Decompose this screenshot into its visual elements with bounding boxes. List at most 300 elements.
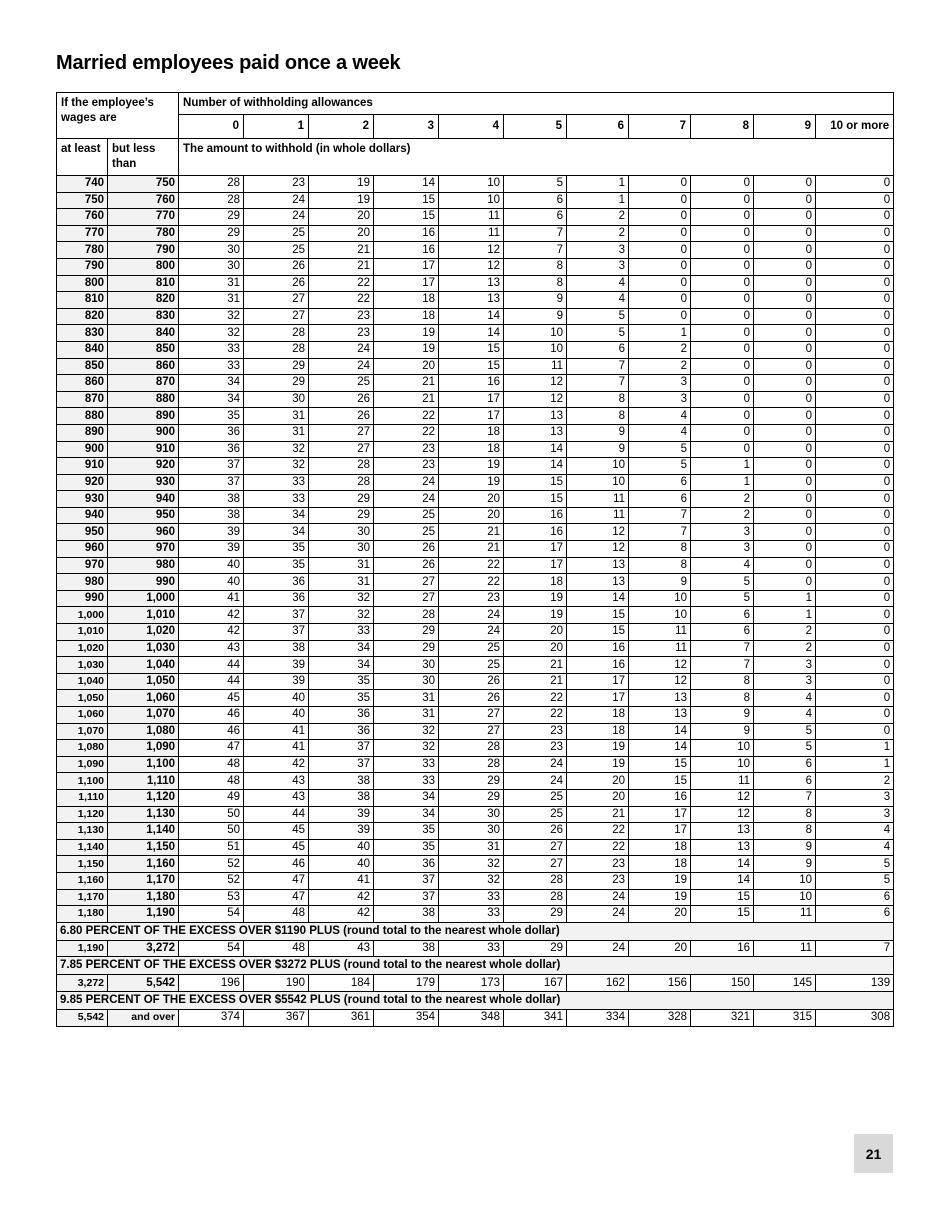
- withholding-amount: 0: [816, 258, 894, 275]
- withholding-amount: 12: [439, 258, 504, 275]
- withholding-amount: 8: [691, 673, 754, 690]
- withholding-amount: 0: [691, 391, 754, 408]
- withholding-amount: 24: [567, 906, 629, 923]
- withholding-amount: 36: [179, 441, 244, 458]
- withholding-amount: 30: [179, 258, 244, 275]
- withholding-amount: 13: [629, 690, 691, 707]
- table-row: [57, 325, 894, 342]
- wage-at-least: 1,140: [57, 839, 108, 856]
- withholding-amount: 31: [244, 424, 309, 441]
- withholding-amount: 0: [754, 176, 816, 193]
- wage-at-least: 1,100: [57, 773, 108, 790]
- withholding-amount: 0: [816, 358, 894, 375]
- withholding-amount: 145: [754, 975, 816, 992]
- withholding-amount: 28: [179, 176, 244, 193]
- wage-but-less-than: 1,180: [108, 889, 179, 906]
- table-row: [57, 292, 894, 309]
- table-row: [57, 624, 894, 641]
- wage-at-least: 1,150: [57, 856, 108, 873]
- wage-at-least: 830: [57, 325, 108, 342]
- wage-at-least: 920: [57, 474, 108, 491]
- wage-but-less-than: 850: [108, 341, 179, 358]
- withholding-amount: 38: [309, 789, 374, 806]
- withholding-amount: 14: [439, 308, 504, 325]
- withholding-amount: 1: [754, 590, 816, 607]
- table-row: [57, 574, 894, 591]
- withholding-amount: 15: [691, 889, 754, 906]
- withholding-amount: 6: [816, 906, 894, 923]
- wage-at-least: 1,180: [57, 906, 108, 923]
- withholding-amount: 0: [816, 673, 894, 690]
- withholding-amount: 0: [691, 275, 754, 292]
- withholding-amount: 7: [691, 657, 754, 674]
- withholding-amount: 21: [309, 242, 374, 259]
- withholding-amount: 4: [629, 424, 691, 441]
- withholding-amount: 34: [179, 391, 244, 408]
- but-less-than-header: but less than: [108, 139, 179, 176]
- wage-but-less-than: 920: [108, 458, 179, 475]
- withholding-amount: 29: [504, 940, 567, 957]
- wage-at-least: 1,090: [57, 756, 108, 773]
- withholding-amount: 32: [179, 325, 244, 342]
- withholding-amount: 31: [179, 292, 244, 309]
- withholding-amount: 20: [567, 773, 629, 790]
- withholding-amount: 5: [504, 176, 567, 193]
- withholding-amount: 14: [567, 590, 629, 607]
- allowance-column-header: 6: [567, 115, 629, 139]
- wage-but-less-than: 1,140: [108, 823, 179, 840]
- withholding-amount: 9: [567, 424, 629, 441]
- withholding-amount: 1: [629, 325, 691, 342]
- withholding-amount: 21: [504, 673, 567, 690]
- withholding-amount: 5: [816, 872, 894, 889]
- withholding-amount: 0: [629, 242, 691, 259]
- withholding-amount: 0: [816, 292, 894, 309]
- withholding-amount: 196: [179, 975, 244, 992]
- withholding-amount: 7: [567, 375, 629, 392]
- wage-at-least: 780: [57, 242, 108, 259]
- withholding-amount: 10: [567, 458, 629, 475]
- wage-at-least: 5,542: [57, 1009, 108, 1026]
- rate-note: 9.85 PERCENT OF THE EXCESS OVER $5542 PLUS (round total to the nearest whole dollar): [57, 991, 894, 1009]
- withholding-amount: 20: [504, 640, 567, 657]
- withholding-amount: 28: [439, 756, 504, 773]
- withholding-amount: 12: [504, 375, 567, 392]
- withholding-amount: 35: [374, 839, 439, 856]
- withholding-amount: 0: [816, 491, 894, 508]
- wage-but-less-than: 910: [108, 441, 179, 458]
- withholding-amount: 0: [691, 209, 754, 226]
- withholding-amount: 0: [754, 225, 816, 242]
- withholding-amount: 19: [439, 474, 504, 491]
- withholding-amount: 34: [244, 507, 309, 524]
- withholding-amount: 0: [816, 723, 894, 740]
- withholding-amount: 41: [244, 740, 309, 757]
- withholding-amount: 24: [504, 756, 567, 773]
- withholding-amount: 9: [567, 441, 629, 458]
- withholding-amount: 162: [567, 975, 629, 992]
- withholding-amount: 49: [179, 789, 244, 806]
- allowance-column-header: 4: [439, 115, 504, 139]
- wage-but-less-than: 1,070: [108, 707, 179, 724]
- withholding-amount: 9: [754, 856, 816, 873]
- withholding-amount: 0: [754, 474, 816, 491]
- withholding-amount: 35: [179, 408, 244, 425]
- withholding-amount: 2: [754, 624, 816, 641]
- withholding-amount: 38: [374, 906, 439, 923]
- wage-but-less-than: 930: [108, 474, 179, 491]
- withholding-amount: 17: [504, 541, 567, 558]
- withholding-amount: 5: [629, 441, 691, 458]
- table-row: [57, 789, 894, 806]
- withholding-amount: 2: [691, 491, 754, 508]
- table-row: [57, 856, 894, 873]
- wage-but-less-than: 1,010: [108, 607, 179, 624]
- withholding-amount: 0: [816, 690, 894, 707]
- wage-at-least: 1,000: [57, 607, 108, 624]
- table-row: [57, 375, 894, 392]
- wage-but-less-than: 770: [108, 209, 179, 226]
- wage-but-less-than: 960: [108, 524, 179, 541]
- withholding-amount: 36: [244, 574, 309, 591]
- withholding-amount: 16: [504, 524, 567, 541]
- wage-at-least: 1,110: [57, 789, 108, 806]
- withholding-amount: 27: [244, 292, 309, 309]
- withholding-amount: 46: [179, 707, 244, 724]
- withholding-amount: 23: [504, 740, 567, 757]
- withholding-amount: 4: [691, 557, 754, 574]
- withholding-amount: 9: [691, 707, 754, 724]
- withholding-amount: 25: [374, 524, 439, 541]
- withholding-amount: 7: [629, 507, 691, 524]
- withholding-amount: 0: [816, 507, 894, 524]
- withholding-amount: 0: [754, 258, 816, 275]
- withholding-amount: 12: [691, 789, 754, 806]
- table-row: [57, 358, 894, 375]
- withholding-amount: 0: [754, 358, 816, 375]
- withholding-amount: 8: [567, 408, 629, 425]
- table-row: [57, 408, 894, 425]
- table-row: [57, 524, 894, 541]
- withholding-amount: 8: [567, 391, 629, 408]
- withholding-amount: 9: [629, 574, 691, 591]
- wage-at-least: 930: [57, 491, 108, 508]
- wage-but-less-than: 980: [108, 557, 179, 574]
- withholding-amount: 12: [691, 806, 754, 823]
- withholding-amount: 0: [816, 557, 894, 574]
- table-row: [57, 906, 894, 923]
- table-row: [57, 975, 894, 992]
- withholding-amount: 0: [754, 275, 816, 292]
- withholding-amount: 8: [754, 823, 816, 840]
- table-row: [57, 192, 894, 209]
- withholding-amount: 11: [567, 507, 629, 524]
- withholding-amount: 15: [567, 624, 629, 641]
- withholding-amount: 3: [816, 789, 894, 806]
- withholding-amount: 14: [629, 740, 691, 757]
- withholding-amount: 33: [374, 756, 439, 773]
- withholding-amount: 3: [567, 242, 629, 259]
- withholding-amount: 53: [179, 889, 244, 906]
- withholding-amount: 7: [504, 225, 567, 242]
- withholding-amount: 173: [439, 975, 504, 992]
- withholding-amount: 0: [691, 358, 754, 375]
- withholding-amount: 26: [374, 557, 439, 574]
- wage-but-less-than: 990: [108, 574, 179, 591]
- withholding-amount: 23: [504, 723, 567, 740]
- withholding-amount: 0: [754, 557, 816, 574]
- withholding-amount: 35: [244, 541, 309, 558]
- withholding-amount: 27: [439, 707, 504, 724]
- withholding-amount: 0: [629, 176, 691, 193]
- wage-but-less-than: 1,110: [108, 773, 179, 790]
- withholding-amount: 50: [179, 806, 244, 823]
- withholding-amount: 5: [567, 308, 629, 325]
- withholding-amount: 40: [179, 557, 244, 574]
- withholding-amount: 2: [816, 773, 894, 790]
- withholding-amount: 1: [567, 192, 629, 209]
- withholding-amount: 36: [244, 590, 309, 607]
- withholding-amount: 20: [309, 209, 374, 226]
- table-row: [57, 225, 894, 242]
- withholding-amount: 5: [567, 325, 629, 342]
- withholding-amount: 7: [567, 358, 629, 375]
- allowance-column-header: 10 or more: [816, 115, 894, 139]
- withholding-amount: 40: [179, 574, 244, 591]
- withholding-amount: 22: [374, 424, 439, 441]
- withholding-amount: 25: [374, 507, 439, 524]
- wage-at-least: 950: [57, 524, 108, 541]
- withholding-amount: 367: [244, 1009, 309, 1026]
- withholding-amount: 3: [567, 258, 629, 275]
- withholding-amount: 24: [244, 209, 309, 226]
- withholding-amount: 28: [179, 192, 244, 209]
- withholding-amount: 0: [754, 242, 816, 259]
- withholding-amount: 184: [309, 975, 374, 992]
- withholding-amount: 23: [309, 325, 374, 342]
- rate-note-row: [57, 991, 894, 1009]
- wage-but-less-than: and over: [108, 1009, 179, 1026]
- withholding-amount: 0: [816, 209, 894, 226]
- withholding-amount: 42: [179, 607, 244, 624]
- withholding-amount: 25: [504, 789, 567, 806]
- table-row: [57, 640, 894, 657]
- allowance-column-header: 3: [374, 115, 439, 139]
- withholding-amount: 25: [309, 375, 374, 392]
- withholding-amount: 29: [244, 375, 309, 392]
- withholding-amount: 0: [629, 308, 691, 325]
- withholding-amount: 321: [691, 1009, 754, 1026]
- withholding-amount: 32: [439, 856, 504, 873]
- wage-but-less-than: 1,050: [108, 673, 179, 690]
- withholding-amount: 6: [629, 474, 691, 491]
- withholding-amount: 22: [567, 839, 629, 856]
- withholding-amount: 0: [816, 458, 894, 475]
- withholding-amount: 6: [567, 341, 629, 358]
- withholding-amount: 14: [504, 458, 567, 475]
- table-row: [57, 176, 894, 193]
- withholding-amount: 9: [504, 292, 567, 309]
- withholding-amount: 25: [439, 640, 504, 657]
- withholding-amount: 25: [244, 225, 309, 242]
- withholding-amount: 5: [754, 740, 816, 757]
- withholding-amount: 19: [629, 889, 691, 906]
- wage-at-least: 840: [57, 341, 108, 358]
- withholding-amount: 28: [244, 341, 309, 358]
- withholding-amount: 0: [691, 292, 754, 309]
- withholding-amount: 3: [754, 657, 816, 674]
- withholding-amount: 15: [374, 209, 439, 226]
- table-row: [57, 507, 894, 524]
- table-row: [57, 872, 894, 889]
- withholding-amount: 35: [309, 690, 374, 707]
- withholding-amount: 0: [754, 308, 816, 325]
- withholding-amount: 11: [629, 640, 691, 657]
- wage-but-less-than: 950: [108, 507, 179, 524]
- withholding-amount: 29: [439, 773, 504, 790]
- withholding-amount: 37: [244, 607, 309, 624]
- withholding-amount: 42: [244, 756, 309, 773]
- wage-but-less-than: 1,160: [108, 856, 179, 873]
- withholding-amount: 38: [179, 507, 244, 524]
- withholding-amount: 0: [629, 292, 691, 309]
- withholding-amount: 27: [439, 723, 504, 740]
- withholding-amount: 8: [691, 690, 754, 707]
- withholding-amount: 34: [309, 657, 374, 674]
- table-row: [57, 773, 894, 790]
- withholding-amount: 23: [309, 308, 374, 325]
- wage-but-less-than: 870: [108, 375, 179, 392]
- withholding-amount: 23: [374, 458, 439, 475]
- withholding-amount: 35: [244, 557, 309, 574]
- wage-but-less-than: 1,190: [108, 906, 179, 923]
- withholding-amount: 26: [244, 275, 309, 292]
- withholding-amount: 35: [374, 823, 439, 840]
- allowance-column-header: 1: [244, 115, 309, 139]
- withholding-amount: 37: [309, 740, 374, 757]
- page-title: Married employees paid once a week: [56, 52, 401, 74]
- withholding-amount: 1: [816, 740, 894, 757]
- table-row: [57, 839, 894, 856]
- withholding-amount: 0: [754, 491, 816, 508]
- withholding-amount: 16: [567, 657, 629, 674]
- withholding-amount: 33: [179, 341, 244, 358]
- withholding-amount: 42: [309, 906, 374, 923]
- withholding-amount: 27: [309, 424, 374, 441]
- withholding-amount: 17: [567, 690, 629, 707]
- withholding-amount: 18: [567, 707, 629, 724]
- withholding-amount: 0: [691, 242, 754, 259]
- withholding-amount: 38: [244, 640, 309, 657]
- table-row: [57, 209, 894, 226]
- withholding-amount: 33: [179, 358, 244, 375]
- withholding-amount: 19: [567, 740, 629, 757]
- withholding-amount: 48: [244, 906, 309, 923]
- wage-but-less-than: 940: [108, 491, 179, 508]
- withholding-amount: 4: [629, 408, 691, 425]
- withholding-amount: 5: [629, 458, 691, 475]
- withholding-amount: 354: [374, 1009, 439, 1026]
- withholding-amount: 0: [691, 325, 754, 342]
- withholding-amount: 0: [691, 176, 754, 193]
- wage-at-least: 980: [57, 574, 108, 591]
- withholding-amount: 7: [816, 940, 894, 957]
- withholding-amount: 167: [504, 975, 567, 992]
- withholding-amount: 31: [309, 574, 374, 591]
- wage-at-least: 1,080: [57, 740, 108, 757]
- withholding-amount: 10: [754, 872, 816, 889]
- withholding-amount: 0: [816, 574, 894, 591]
- withholding-amount: 33: [244, 474, 309, 491]
- withholding-amount: 32: [244, 441, 309, 458]
- withholding-amount: 15: [504, 491, 567, 508]
- withholding-amount: 31: [374, 690, 439, 707]
- wage-at-least: 1,160: [57, 872, 108, 889]
- withholding-amount: 19: [629, 872, 691, 889]
- withholding-amount: 9: [691, 723, 754, 740]
- withholding-amount: 10: [629, 607, 691, 624]
- withholding-amount: 32: [374, 740, 439, 757]
- withholding-amount: 348: [439, 1009, 504, 1026]
- withholding-amount: 14: [691, 872, 754, 889]
- withholding-amount: 8: [629, 541, 691, 558]
- table-row: [57, 723, 894, 740]
- withholding-amount: 19: [374, 341, 439, 358]
- withholding-amount: 24: [504, 773, 567, 790]
- withholding-amount: 18: [504, 574, 567, 591]
- withholding-amount: 48: [179, 756, 244, 773]
- withholding-amount: 22: [567, 823, 629, 840]
- withholding-amount: 13: [439, 275, 504, 292]
- withholding-amount: 26: [309, 391, 374, 408]
- withholding-amount: 14: [691, 856, 754, 873]
- withholding-amount: 6: [691, 607, 754, 624]
- withholding-amount: 48: [179, 773, 244, 790]
- table-row: [57, 258, 894, 275]
- withholding-amount: 13: [691, 823, 754, 840]
- withholding-amount: 5: [754, 723, 816, 740]
- withholding-amount: 22: [439, 574, 504, 591]
- withholding-amount: 17: [629, 823, 691, 840]
- withholding-amount: 32: [179, 308, 244, 325]
- withholding-amount: 41: [309, 872, 374, 889]
- withholding-amount: 0: [816, 424, 894, 441]
- withholding-amount: 0: [691, 441, 754, 458]
- withholding-amount: 24: [567, 889, 629, 906]
- withholding-amount: 139: [816, 975, 894, 992]
- rate-note: 6.80 PERCENT OF THE EXCESS OVER $1190 PLUS (round total to the nearest whole dollar): [57, 922, 894, 940]
- amount-header: The amount to withhold (in whole dollars): [179, 139, 894, 176]
- withholding-amount: 0: [754, 507, 816, 524]
- withholding-amount: 17: [374, 258, 439, 275]
- withholding-amount: 20: [629, 906, 691, 923]
- at-least-header: at least: [57, 139, 108, 176]
- withholding-amount: 11: [439, 209, 504, 226]
- withholding-amount: 28: [309, 474, 374, 491]
- wage-at-least: 770: [57, 225, 108, 242]
- withholding-amount: 0: [691, 424, 754, 441]
- withholding-amount: 0: [816, 657, 894, 674]
- withholding-amount: 52: [179, 856, 244, 873]
- wage-at-least: 810: [57, 292, 108, 309]
- wage-but-less-than: 810: [108, 275, 179, 292]
- withholding-amount: 21: [439, 541, 504, 558]
- wage-at-least: 990: [57, 590, 108, 607]
- withholding-amount: 10: [504, 341, 567, 358]
- table-row: [57, 491, 894, 508]
- withholding-amount: 18: [439, 424, 504, 441]
- withholding-amount: 0: [691, 225, 754, 242]
